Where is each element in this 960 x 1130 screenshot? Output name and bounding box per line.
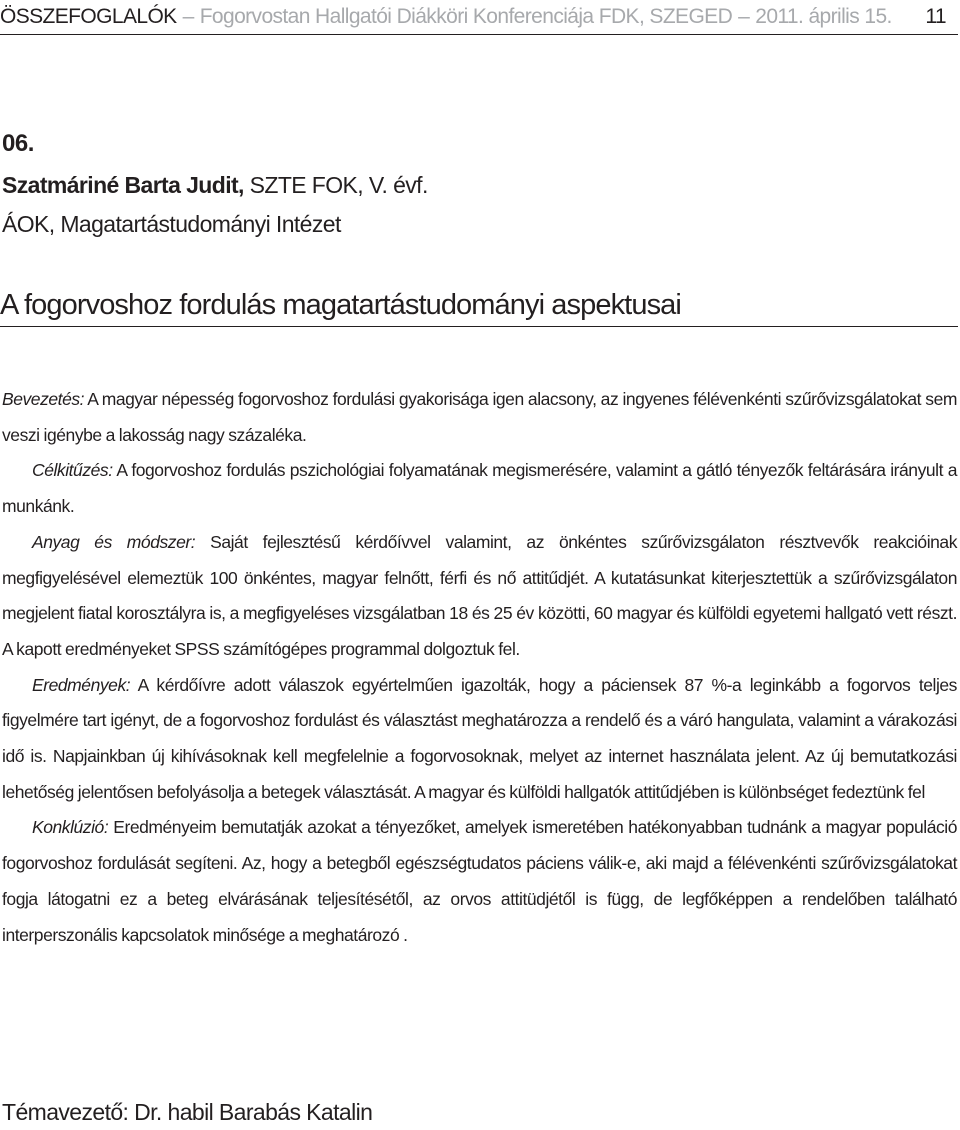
methods-label: Anyag és módszer: [32, 531, 196, 552]
aim-text: A fogorvoshoz fordulás pszichológiai folyamatának megismerésére, valamint a gátló tényezők feltárására irányult a munkánk. [2, 460, 957, 517]
conclusion-label: Konklúzió: [32, 817, 109, 838]
author-line [2, 172, 428, 199]
results-label: Eredmények: [32, 674, 131, 695]
section-name: ÖSSZEFOGLALÓK [0, 5, 177, 28]
intro-paragraph [2, 382, 957, 453]
supervisor: Témavezető: Dr. habil Barabás Katalin [2, 1099, 373, 1125]
abstract-body [2, 382, 957, 953]
event-name: Fogorvostan Hallgatói Diákköri Konferenciája FDK, SZEGED [199, 5, 733, 28]
header-separator: – [182, 5, 194, 28]
results-text: A kérdőívre adott válaszok egyértelműen igazolták, hogy a páciensek 87 %-a leginkább a fogorvos teljes figyelmére tart igényt, de a fogorvoshoz fordulást és választást meghatározza a rendelő és a váró hangulata, valamint a várakozási idő is. Napjainkban új kihívásoknak kell megfelelnie a fogorvosoknak, melyet az internet használata jelent. Az új bemutatkozási lehetőség jelentősen befolyásolja a betegek választását. A magyar és külföldi hallgatók attitűdjében is különbséget fedeztünk fel [2, 674, 957, 802]
intro-text: A magyar népesség fogorvoshoz fordulási gyakorisága igen alacsony, az ingyenes félévenkénti szűrővizsgálatokat sem veszi igénybe a lakosság nagy százaléka. [2, 389, 957, 445]
abstract-number: 06. [2, 130, 34, 157]
page-number: 11 [925, 5, 946, 28]
author-name: Szatmáriné Barta Judit, [2, 172, 244, 198]
methods-text: Saját fejlesztésű kérdőívvel valamint, az önkéntes szűrővizsgálaton résztvevők reakcióinak megfigyelésével elemeztük 100 önkéntes, magyar felnőtt, férfi és nő attitűdjét. A kutatásunkat kiterjesztettük a szűrővizsgálaton megjelent fiatal korosztályra is, a megfigyeléses vizsgálatban 18 és 25 év közötti, 60 magyar és külföldi egyetemi hallgató vett részt. A kapott eredményeket SPSS számítógépes programmal dolgoztuk fel. [2, 531, 957, 659]
aim-label: Célkitűzés: [32, 460, 113, 481]
abstract-title: A fogorvoshoz fordulás magatartástudományi aspektusai [0, 289, 958, 327]
intro-label: Bevezetés: [2, 389, 85, 409]
conclusion-text: Eredményeim bemutatják azokat a tényezőket, amelyek ismeretében hatékonyabban tudnánk a magyar populáció fogorvoshoz fordulását segíteni. Az, hogy a betegből egészségtudatos páciens válik-e, aki majd a félévenkénti szűrővizsgálatokat fogja látogatni ez a beteg elvárásának teljesítésétől, az orvos attitüdjétől is függ, de legfőképpen a rendelőben található interperszonális kapcsolatok minősége a meghatározó . [2, 817, 957, 945]
header-separator: – [738, 5, 750, 28]
methods-paragraph [2, 525, 957, 668]
aim-paragraph [2, 453, 957, 524]
results-paragraph [2, 668, 957, 811]
event-date: 2011. április 15. [755, 5, 892, 28]
author-institute: ÁOK, Magatartástudományi Intézet [2, 211, 341, 237]
page-header [0, 2, 958, 35]
author-affiliation: SZTE FOK, V. évf. [249, 172, 428, 198]
conclusion-paragraph [2, 810, 957, 953]
